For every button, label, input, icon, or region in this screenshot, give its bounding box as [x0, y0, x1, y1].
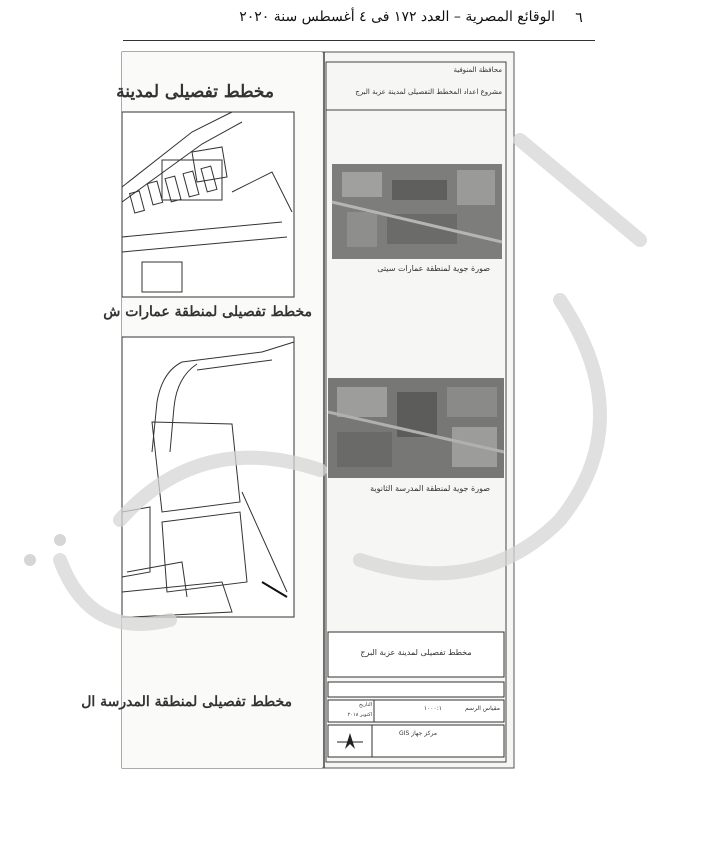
date-label: التاريخ — [359, 702, 372, 708]
bottom-left-heading: مخطط تفصيلى لمنطقة المدرسة ال — [81, 694, 292, 710]
gazette-title: الوقائع المصرية – العدد ١٧٢ فى ٤ أغسطس سنة ٢٠٢٠ — [239, 9, 555, 25]
scale-label: مقياس الرسم — [465, 705, 500, 712]
gazette-header — [0, 0, 721, 40]
photo2-caption: صورة جوية لمنطقة المدرسة الثانوية — [370, 484, 490, 493]
top-left-heading: مخطط تفصيلى لمدينة — [116, 82, 274, 102]
plan-drawing — [81, 52, 514, 768]
right-panel-header-line1: محافظة المنوفية — [453, 66, 502, 74]
header-rule — [123, 40, 595, 41]
aerial-photo-2 — [328, 378, 504, 478]
page-number: ٦ — [575, 10, 583, 26]
map-top-left — [122, 112, 294, 297]
middle-left-heading: مخطط تفصيلى لمنطقة عمارات ش — [103, 304, 312, 320]
date-value: اكتوبر ٢٠١٨ — [347, 712, 372, 718]
title-block-source: مركز جهاز GIS — [399, 730, 437, 737]
scale-value: ١٠٠٠:١ — [423, 705, 442, 712]
title-block-main: مخطط تفصيلى لمدينة عزبة البرج — [360, 648, 472, 657]
right-panel-header-line2: مشروع اعداد المخطط التفصيلى لمدينة عزبة البرج — [355, 88, 502, 96]
aerial-photo-1 — [332, 164, 502, 259]
photo1-caption: صورة جوية لمنطقة عمارات سيتى — [377, 264, 490, 273]
scanned-plan-sheet — [81, 52, 514, 768]
map-middle-left — [122, 337, 294, 617]
